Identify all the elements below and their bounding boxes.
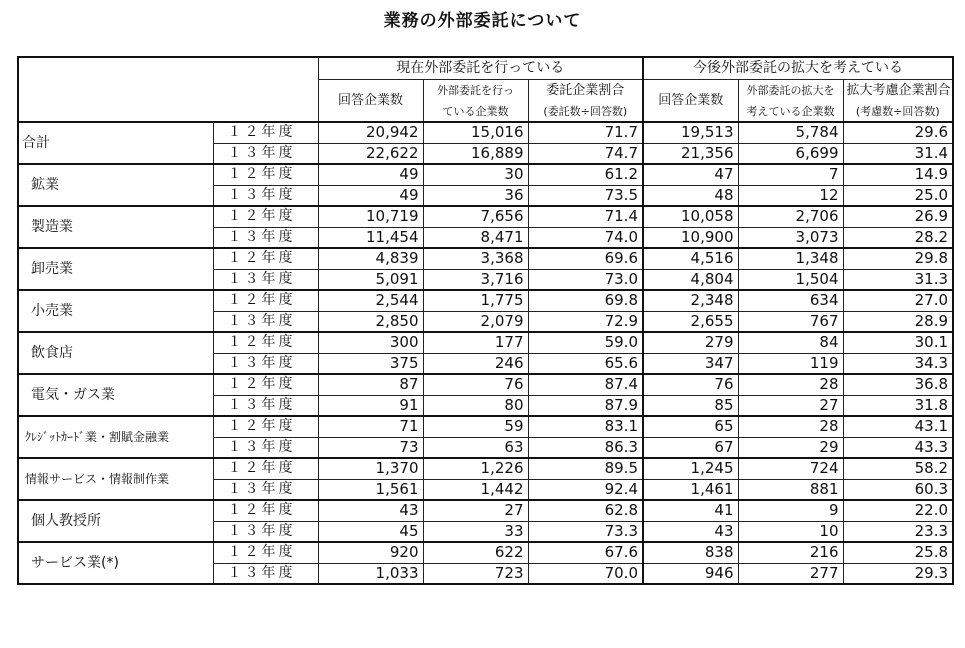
current-ratio-cell: 83.1 — [528, 416, 643, 437]
current-ratio-cell: 61.2 — [528, 164, 643, 185]
category-label: 鉱業 — [18, 164, 213, 206]
table-row — [18, 500, 953, 521]
category-label: 個人教授所 — [18, 500, 213, 542]
future-ratio-cell: 31.4 — [843, 143, 953, 164]
category-label: 情報サービス・情報制作業 — [18, 458, 213, 500]
outsourcing-table — [17, 56, 954, 585]
fiscal-year-label: １３年度 — [213, 269, 318, 290]
current-ratio-cell: 67.6 — [528, 542, 643, 563]
fiscal-year-label: １２年度 — [213, 290, 318, 311]
fiscal-year-label: １２年度 — [213, 122, 318, 143]
category-label: 製造業 — [18, 206, 213, 248]
current-ratio-cell: 69.8 — [528, 290, 643, 311]
current-outsourcing-cell: 3,368 — [423, 248, 528, 269]
current-ratio-cell: 59.0 — [528, 332, 643, 353]
current-ratio-cell: 69.6 — [528, 248, 643, 269]
fiscal-year-label: １３年度 — [213, 143, 318, 164]
category-label: 飲食店 — [18, 332, 213, 374]
current-respondents-cell: 1,033 — [318, 563, 423, 584]
current-respondents-cell: 1,561 — [318, 479, 423, 500]
current-outsourcing-cell: 76 — [423, 374, 528, 395]
current-respondents-cell: 4,839 — [318, 248, 423, 269]
category-label: 電気・ガス業 — [18, 374, 213, 416]
future-considering-cell: 7 — [738, 164, 843, 185]
future-ratio-cell: 43.3 — [843, 437, 953, 458]
future-respondents-cell: 41 — [643, 500, 738, 521]
category-label: 卸売業 — [18, 248, 213, 290]
current-ratio-cell: 62.8 — [528, 500, 643, 521]
current-outsourcing-cell: 7,656 — [423, 206, 528, 227]
current-outsourcing-cell: 723 — [423, 563, 528, 584]
future-considering-cell: 3,073 — [738, 227, 843, 248]
future-respondents-cell: 85 — [643, 395, 738, 416]
future-respondents-cell: 76 — [643, 374, 738, 395]
future-considering-cell: 84 — [738, 332, 843, 353]
future-respondents-cell: 19,513 — [643, 122, 738, 143]
future-respondents-cell: 48 — [643, 185, 738, 206]
future-ratio-cell: 28.2 — [843, 227, 953, 248]
table-row — [18, 248, 953, 269]
table-row — [18, 374, 953, 395]
category-label: 小売業 — [18, 290, 213, 332]
future-respondents-cell: 1,461 — [643, 479, 738, 500]
current-ratio-cell: 87.9 — [528, 395, 643, 416]
future-considering-cell: 12 — [738, 185, 843, 206]
fiscal-year-label: １２年度 — [213, 164, 318, 185]
header-future-considering-2: 考えている企業数 — [738, 101, 843, 122]
current-outsourcing-cell: 30 — [423, 164, 528, 185]
header-current-outsourcing-2: ている企業数 — [423, 101, 528, 122]
current-ratio-cell: 92.4 — [528, 479, 643, 500]
header-group-current: 現在外部委託を行っている — [318, 57, 643, 79]
current-outsourcing-cell: 1,775 — [423, 290, 528, 311]
fiscal-year-label: １３年度 — [213, 353, 318, 374]
table-row — [18, 164, 953, 185]
current-outsourcing-cell: 27 — [423, 500, 528, 521]
future-considering-cell: 9 — [738, 500, 843, 521]
future-considering-cell: 1,504 — [738, 269, 843, 290]
future-ratio-cell: 60.3 — [843, 479, 953, 500]
current-respondents-cell: 71 — [318, 416, 423, 437]
future-considering-cell: 724 — [738, 458, 843, 479]
current-ratio-cell: 72.9 — [528, 311, 643, 332]
current-ratio-cell: 70.0 — [528, 563, 643, 584]
future-ratio-cell: 29.6 — [843, 122, 953, 143]
current-respondents-cell: 43 — [318, 500, 423, 521]
future-considering-cell: 27 — [738, 395, 843, 416]
current-ratio-cell: 73.5 — [528, 185, 643, 206]
current-outsourcing-cell: 8,471 — [423, 227, 528, 248]
table-row — [18, 290, 953, 311]
future-ratio-cell: 22.0 — [843, 500, 953, 521]
header-group-future: 今後外部委託の拡大を考えている — [643, 57, 953, 79]
fiscal-year-label: １３年度 — [213, 395, 318, 416]
future-considering-cell: 277 — [738, 563, 843, 584]
future-respondents-cell: 65 — [643, 416, 738, 437]
header-current-ratio-1: 委託企業割合 — [528, 79, 643, 101]
current-ratio-cell: 74.0 — [528, 227, 643, 248]
current-outsourcing-cell: 3,716 — [423, 269, 528, 290]
future-considering-cell: 5,784 — [738, 122, 843, 143]
future-considering-cell: 10 — [738, 521, 843, 542]
category-label: ｸﾚｼﾞｯﾄｶｰﾄﾞ業・割賦金融業 — [18, 416, 213, 458]
future-considering-cell: 28 — [738, 416, 843, 437]
future-ratio-cell: 26.9 — [843, 206, 953, 227]
future-ratio-cell: 25.0 — [843, 185, 953, 206]
current-ratio-cell: 71.4 — [528, 206, 643, 227]
current-respondents-cell: 300 — [318, 332, 423, 353]
future-considering-cell: 29 — [738, 437, 843, 458]
current-respondents-cell: 2,850 — [318, 311, 423, 332]
fiscal-year-label: １２年度 — [213, 206, 318, 227]
current-respondents-cell: 1,370 — [318, 458, 423, 479]
table-row — [18, 458, 953, 479]
future-respondents-cell: 10,058 — [643, 206, 738, 227]
table-body — [18, 122, 953, 584]
current-ratio-cell: 89.5 — [528, 458, 643, 479]
current-respondents-cell: 87 — [318, 374, 423, 395]
table-row — [18, 542, 953, 563]
fiscal-year-label: １２年度 — [213, 458, 318, 479]
fiscal-year-label: １２年度 — [213, 542, 318, 563]
current-outsourcing-cell: 36 — [423, 185, 528, 206]
current-respondents-cell: 5,091 — [318, 269, 423, 290]
current-ratio-cell: 65.6 — [528, 353, 643, 374]
current-outsourcing-cell: 63 — [423, 437, 528, 458]
table-row — [18, 122, 953, 143]
header-future-ratio-1: 拡大考慮企業割合 — [843, 79, 953, 101]
future-respondents-cell: 4,516 — [643, 248, 738, 269]
header-future-ratio-2: (考慮数÷回答数) — [843, 101, 953, 122]
table-row — [18, 332, 953, 353]
future-considering-cell: 216 — [738, 542, 843, 563]
future-ratio-cell: 31.8 — [843, 395, 953, 416]
current-respondents-cell: 22,622 — [318, 143, 423, 164]
future-ratio-cell: 25.8 — [843, 542, 953, 563]
fiscal-year-label: １３年度 — [213, 437, 318, 458]
fiscal-year-label: １３年度 — [213, 521, 318, 542]
future-respondents-cell: 838 — [643, 542, 738, 563]
header-current-ratio-2: (委託数÷回答数) — [528, 101, 643, 122]
header-current-respondents: 回答企業数 — [318, 79, 423, 122]
fiscal-year-label: １３年度 — [213, 479, 318, 500]
future-respondents-cell: 2,348 — [643, 290, 738, 311]
header-future-considering-1: 外部委託の拡大を — [738, 79, 843, 101]
current-respondents-cell: 20,942 — [318, 122, 423, 143]
future-ratio-cell: 29.8 — [843, 248, 953, 269]
fiscal-year-label: １３年度 — [213, 227, 318, 248]
current-outsourcing-cell: 80 — [423, 395, 528, 416]
future-considering-cell: 6,699 — [738, 143, 843, 164]
current-respondents-cell: 49 — [318, 185, 423, 206]
fiscal-year-label: １２年度 — [213, 416, 318, 437]
future-considering-cell: 2,706 — [738, 206, 843, 227]
future-respondents-cell: 2,655 — [643, 311, 738, 332]
future-ratio-cell: 34.3 — [843, 353, 953, 374]
current-outsourcing-cell: 59 — [423, 416, 528, 437]
fiscal-year-label: １３年度 — [213, 311, 318, 332]
future-ratio-cell: 23.3 — [843, 521, 953, 542]
future-considering-cell: 881 — [738, 479, 843, 500]
header-current-outsourcing-1: 外部委託を行っ — [423, 79, 528, 101]
future-respondents-cell: 67 — [643, 437, 738, 458]
future-ratio-cell: 43.1 — [843, 416, 953, 437]
current-outsourcing-cell: 33 — [423, 521, 528, 542]
current-outsourcing-cell: 15,016 — [423, 122, 528, 143]
future-ratio-cell: 14.9 — [843, 164, 953, 185]
current-ratio-cell: 71.7 — [528, 122, 643, 143]
future-respondents-cell: 1,245 — [643, 458, 738, 479]
current-outsourcing-cell: 177 — [423, 332, 528, 353]
current-ratio-cell: 74.7 — [528, 143, 643, 164]
current-respondents-cell: 91 — [318, 395, 423, 416]
current-respondents-cell: 375 — [318, 353, 423, 374]
current-outsourcing-cell: 16,889 — [423, 143, 528, 164]
table-row — [18, 416, 953, 437]
current-respondents-cell: 920 — [318, 542, 423, 563]
current-ratio-cell: 73.3 — [528, 521, 643, 542]
fiscal-year-label: １２年度 — [213, 500, 318, 521]
current-outsourcing-cell: 622 — [423, 542, 528, 563]
fiscal-year-label: １２年度 — [213, 332, 318, 353]
future-considering-cell: 119 — [738, 353, 843, 374]
header-future-respondents: 回答企業数 — [643, 79, 738, 122]
category-label: 合計 — [18, 122, 213, 164]
future-ratio-cell: 30.1 — [843, 332, 953, 353]
current-outsourcing-cell: 1,442 — [423, 479, 528, 500]
current-outsourcing-cell: 1,226 — [423, 458, 528, 479]
future-ratio-cell: 31.3 — [843, 269, 953, 290]
current-ratio-cell: 87.4 — [528, 374, 643, 395]
current-ratio-cell: 86.3 — [528, 437, 643, 458]
table-row — [18, 206, 953, 227]
future-respondents-cell: 21,356 — [643, 143, 738, 164]
future-respondents-cell: 47 — [643, 164, 738, 185]
future-respondents-cell: 10,900 — [643, 227, 738, 248]
fiscal-year-label: １２年度 — [213, 248, 318, 269]
fiscal-year-label: １３年度 — [213, 185, 318, 206]
header-corner — [18, 57, 318, 122]
future-ratio-cell: 29.3 — [843, 563, 953, 584]
future-ratio-cell: 36.8 — [843, 374, 953, 395]
future-respondents-cell: 946 — [643, 563, 738, 584]
category-label: サービス業(*) — [18, 542, 213, 584]
current-outsourcing-cell: 2,079 — [423, 311, 528, 332]
future-considering-cell: 1,348 — [738, 248, 843, 269]
page-title: 業務の外部委託について — [383, 11, 582, 31]
future-respondents-cell: 4,804 — [643, 269, 738, 290]
future-respondents-cell: 279 — [643, 332, 738, 353]
current-ratio-cell: 73.0 — [528, 269, 643, 290]
fiscal-year-label: １２年度 — [213, 374, 318, 395]
future-ratio-cell: 58.2 — [843, 458, 953, 479]
current-respondents-cell: 11,454 — [318, 227, 423, 248]
current-respondents-cell: 49 — [318, 164, 423, 185]
future-considering-cell: 634 — [738, 290, 843, 311]
future-ratio-cell: 28.9 — [843, 311, 953, 332]
future-considering-cell: 767 — [738, 311, 843, 332]
current-respondents-cell: 10,719 — [318, 206, 423, 227]
fiscal-year-label: １３年度 — [213, 563, 318, 584]
current-respondents-cell: 73 — [318, 437, 423, 458]
current-outsourcing-cell: 246 — [423, 353, 528, 374]
future-respondents-cell: 43 — [643, 521, 738, 542]
future-considering-cell: 28 — [738, 374, 843, 395]
future-respondents-cell: 347 — [643, 353, 738, 374]
current-respondents-cell: 45 — [318, 521, 423, 542]
future-ratio-cell: 27.0 — [843, 290, 953, 311]
current-respondents-cell: 2,544 — [318, 290, 423, 311]
